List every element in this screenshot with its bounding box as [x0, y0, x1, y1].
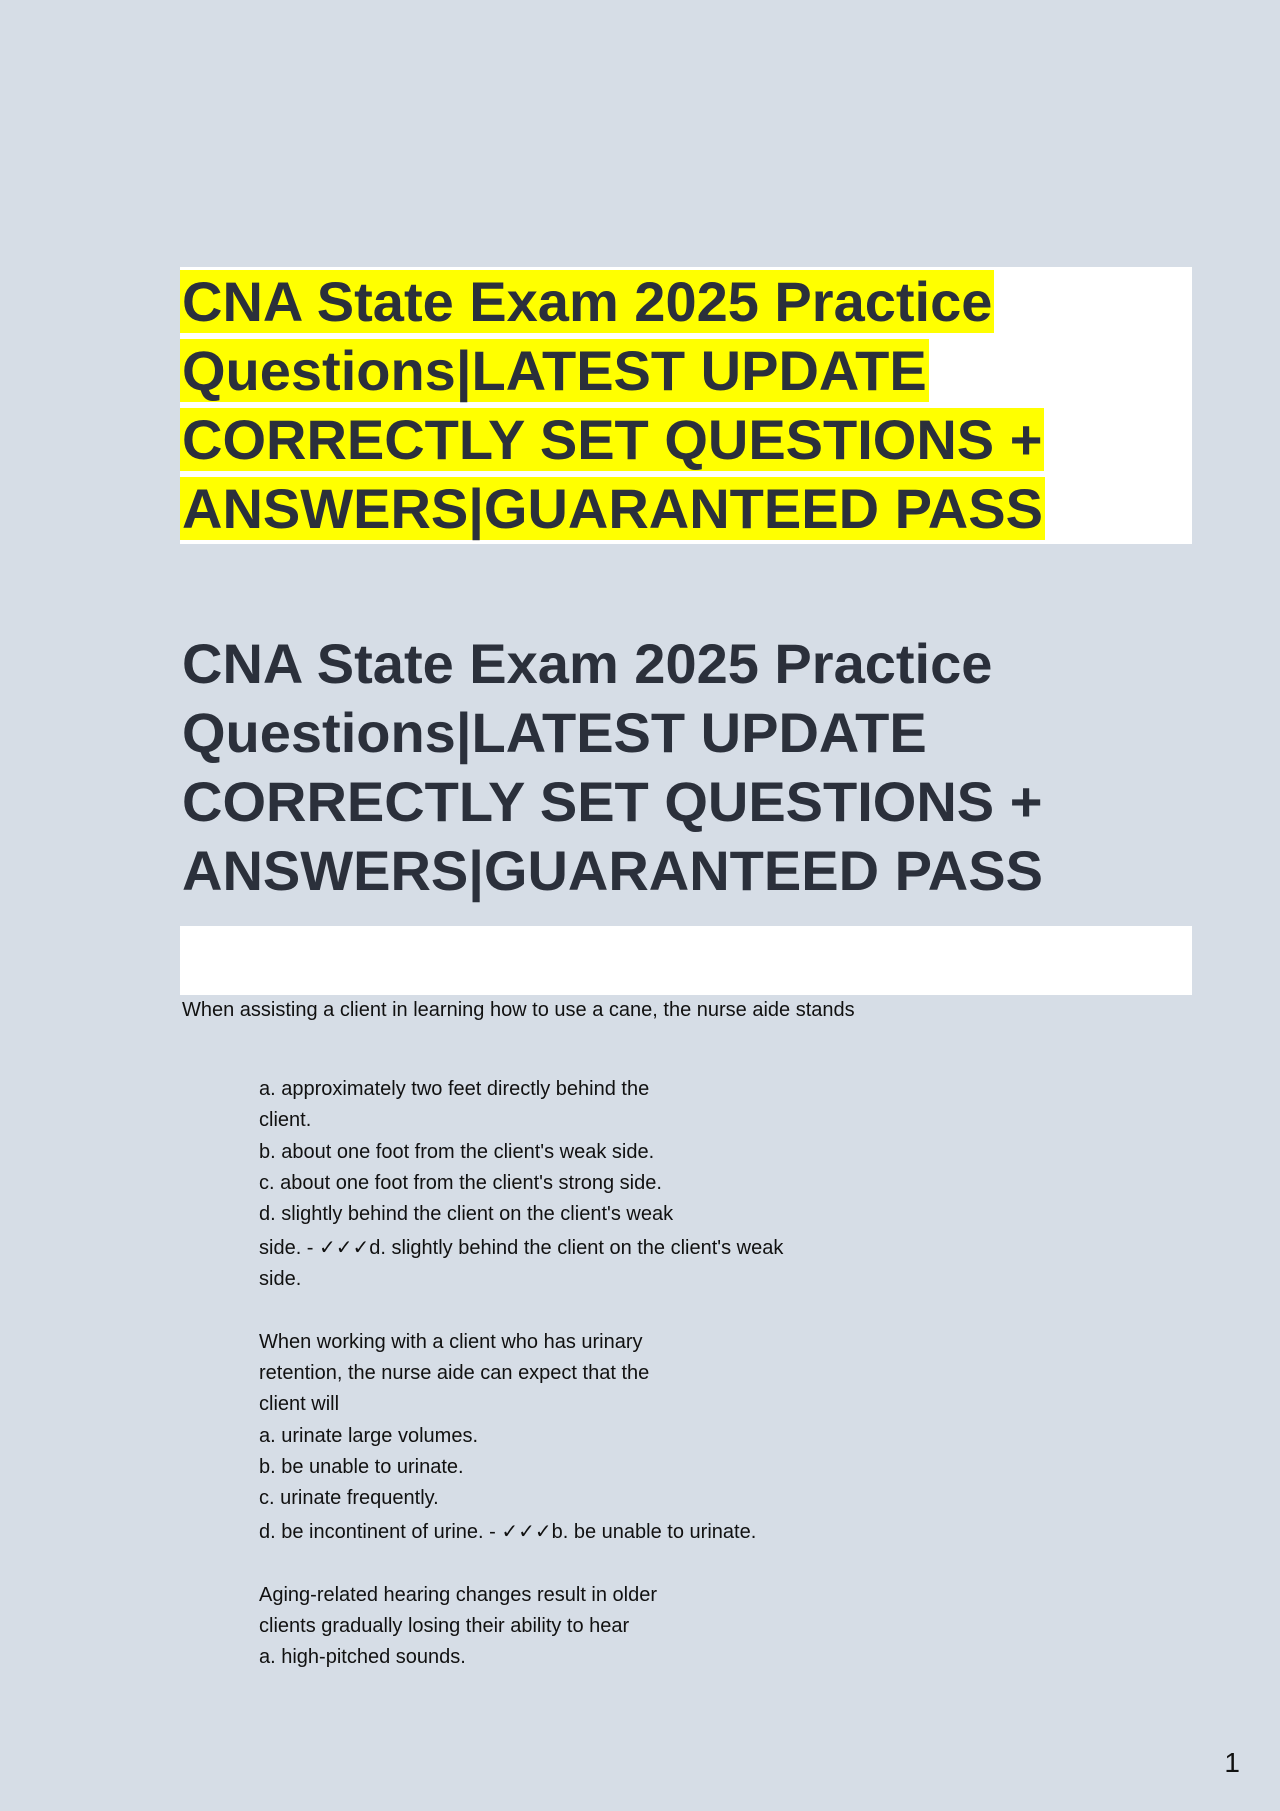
title-line-1: CNA State Exam 2025 Practice [182, 632, 993, 695]
header-line-4 [180, 474, 1045, 543]
title-line-3: CORRECTLY SET QUESTIONS + [182, 770, 1043, 833]
intro-text: When assisting a client in learning how to use a cane, the nurse aide stands [182, 999, 855, 1021]
text-line-15: Aging-related hearing changes result in older [259, 1584, 658, 1606]
header-text-4: ANSWERS|GUARANTEED PASS [182, 477, 1043, 540]
header-text-2: Questions|LATEST UPDATE [182, 339, 927, 402]
text-line-3: b. about one foot from the client's weak side. [259, 1141, 655, 1163]
header-text-3: CORRECTLY SET QUESTIONS + [182, 408, 1043, 471]
title-line-4: ANSWERS|GUARANTEED PASS [182, 839, 1043, 902]
page-number: 1 [1224, 1747, 1240, 1778]
text-line-5: d. slightly behind the client on the client's weak [259, 1203, 674, 1225]
header-text-1: CNA State Exam 2025 Practice [182, 270, 993, 333]
title-line-2: Questions|LATEST UPDATE [182, 701, 927, 764]
text-line-12: b. be unable to urinate. [259, 1456, 464, 1478]
text-line-8: When working with a client who has urinary [259, 1331, 643, 1353]
text-line-17: a. high-pitched sounds. [259, 1646, 466, 1668]
text-line-4: c. about one foot from the client's strong side. [259, 1172, 662, 1194]
text-line-14: d. be incontinent of urine. - ✓✓✓b. be unable to urinate. [259, 1521, 757, 1543]
text-line-16: clients gradually losing their ability to hear [259, 1615, 630, 1637]
text-line-7: side. [259, 1268, 302, 1290]
text-line-2: client. [259, 1109, 312, 1131]
text-line-6: side. - ✓✓✓d. slightly behind the client on the client's weak [259, 1237, 784, 1259]
text-line-10: client will [259, 1393, 340, 1415]
blank-box [180, 926, 1192, 995]
text-line-9: retention, the nurse aide can expect that the [259, 1362, 650, 1384]
text-line-11: a. urinate large volumes. [259, 1425, 479, 1447]
text-line-1: a. approximately two feet directly behind the [259, 1078, 650, 1100]
header-line-3 [180, 405, 1044, 474]
header-line-1 [180, 267, 994, 336]
text-line-13: c. urinate frequently. [259, 1487, 439, 1509]
header-line-2 [180, 336, 929, 405]
